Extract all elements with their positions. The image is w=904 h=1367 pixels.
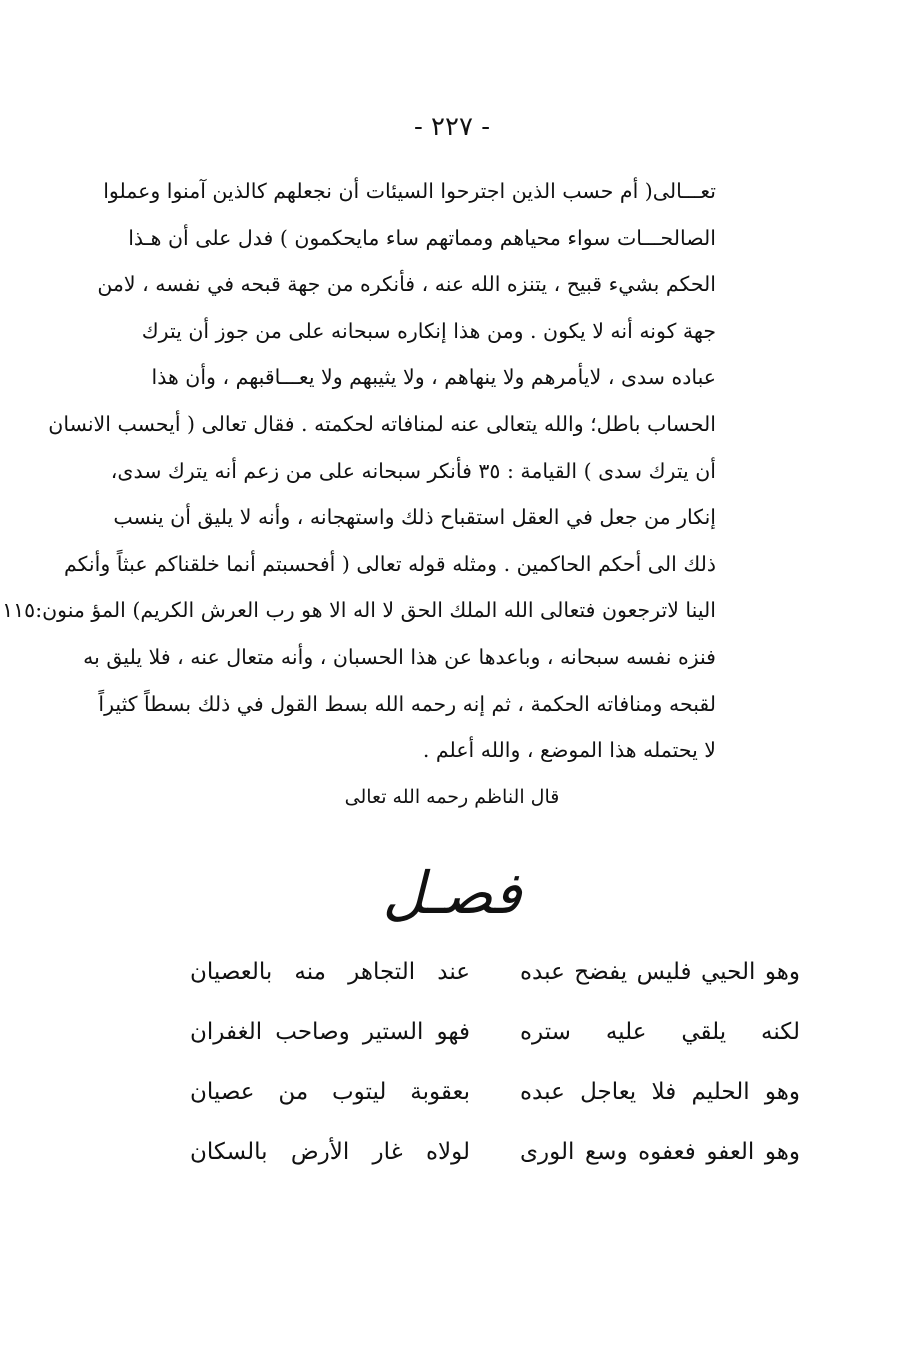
text-line: إنكار من جعل في العقل استقباح ذلك واستهجانه ، وأنه لا يليق أن ينسب xyxy=(113,505,716,530)
text-line: فنزه نفسه سبحانه ، وباعدها عن هذا الحسبان ، وأنه متعال عنه ، فلا يليق به xyxy=(83,644,716,669)
text-line: الينا لاترجعون فتعالى الله الملك الحق لا اله الا هو رب العرش الكريم) المؤ منون:١١٥ xyxy=(2,598,716,623)
verse-first-hemistich: وهو الحليم فلا يعاجل عبده xyxy=(520,1079,800,1105)
verse-second-hemistich: لولاه غار الأرض بالسكان xyxy=(190,1139,470,1165)
poem-verse xyxy=(190,1062,800,1122)
text-line: الصالحـــات سواء محياهم ومماتهم ساء مايحكمون ) فدل على أن هـذا xyxy=(128,225,716,250)
verse-second-hemistich: بعقوبة ليتوب من عصيان xyxy=(190,1079,470,1105)
text-line: لقبحه ومنافاته الحكمة ، ثم إنه رحمه الله بسط القول في ذلك بسطاً كثيراً xyxy=(98,691,716,716)
text-line: أن يترك سدى ) القيامة : ٣٥ فأنكر سبحانه على من زعم أنه يترك سدى، xyxy=(110,458,716,483)
body-paragraph xyxy=(2,168,716,774)
text-line: عباده سدى ، لايأمرهم ولا ينهاهم ، ولا يثيبهم ولا يعـــاقبهم ، وأن هذا xyxy=(151,365,716,390)
text-line: لا يحتمله هذا الموضع ، والله أعلم . xyxy=(422,738,716,763)
poem-verse xyxy=(190,1122,800,1182)
poem-verse xyxy=(190,942,800,1002)
section-heading: فصـل xyxy=(382,859,522,927)
verse-second-hemistich: عند التجاهر منه بالعصيان xyxy=(190,959,470,985)
verse-second-hemistich: فهو الستير وصاحب الغفران xyxy=(190,1019,470,1045)
verse-first-hemistich: لكنه يلقي عليه ستره xyxy=(520,1019,800,1045)
page-number: - ٢٢٧ - xyxy=(413,112,491,142)
text-line: الحكم بشيء قبيح ، يتنزه الله عنه ، فأنكره من جهة قبحه في نفسه ، لامن xyxy=(97,272,716,297)
verse-first-hemistich: وهو الحيي فليس يفضح عبده xyxy=(520,959,800,985)
poem xyxy=(190,942,800,1182)
poem-verse xyxy=(190,1002,800,1062)
poet-intro: قال الناظم رحمه الله تعالى xyxy=(344,786,560,808)
verse-first-hemistich: وهو العفو فعفوه وسع الورى xyxy=(520,1139,800,1165)
text-line: جهة كونه أنه لا يكون . ومن هذا إنكاره سبحانه على من جوز أن يترك xyxy=(141,318,716,343)
text-line: الحساب باطل؛ والله يتعالى عنه لمنافاته لحكمته . فقال تعالى ( أيحسب الانسان xyxy=(48,411,716,436)
text-line: ذلك الى أحكم الحاكمين . ومثله قوله تعالى ( أفحسبتم أنما خلقناكم عبثاً وأنكم xyxy=(63,551,716,576)
text-line: تعـــالى( أم حسب الذين اجترحوا السيئات أن نجعلهم كالذين آمنوا وعملوا xyxy=(103,179,716,203)
